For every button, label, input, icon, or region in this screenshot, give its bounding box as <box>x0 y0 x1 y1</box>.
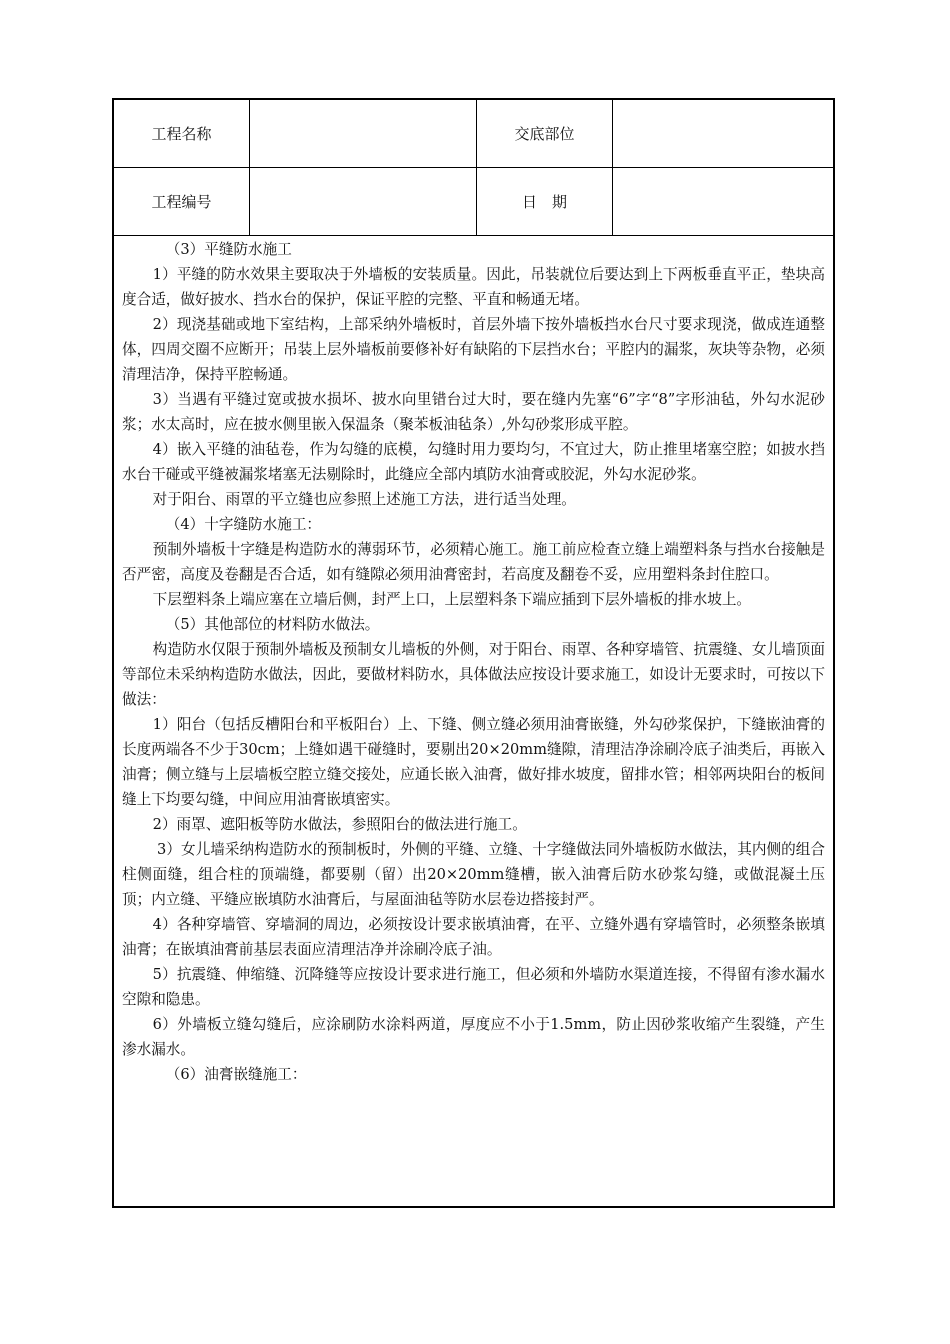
header-row-2 <box>114 168 833 236</box>
disclosure-form <box>112 98 835 1208</box>
section-heading: （4）十字缝防水施工： <box>165 516 322 533</box>
paragraph: 4）各种穿墙管、穿墙洞的周边，必须按设计要求嵌填油膏，在平、立缝外遇有穿墙管时，必须整条嵌填油膏；在嵌填油膏前基层表面应清理洁净并涂刷冷底子油。 <box>122 916 825 958</box>
paragraph: 下层塑料条上端应塞在立墙后侧，封严上口，上层塑料条下端应插到下层外墙板的排水坡上。 <box>152 591 752 608</box>
paragraph: 2）雨罩、遮阳板等防水做法，参照阳台的做法进行施工。 <box>152 816 527 833</box>
project-no-label: 工程编号 <box>114 168 250 235</box>
paragraph: 对于阳台、雨罩的平立缝也应参照上述施工方法，进行适当处理。 <box>152 491 576 508</box>
project-no-value <box>250 168 477 235</box>
paragraph: 4）嵌入平缝的油毡卷，作为勾缝的底模，勾缝时用力要均匀，不宜过大，防止推里堵塞空腔；如披水挡水台干碰或平缝被漏浆堵塞无法剔除时，此缝应全部内填防水油膏或胶泥，外勾水泥砂浆。 <box>122 441 825 483</box>
disclosure-content <box>122 237 825 1087</box>
paragraph: 构造防水仅限于预制外墙板及预制女儿墙板的外侧，对于阳台、雨罩、各种穿墙管、抗震缝、女儿墙顶面等部位未采纳构造防水做法，因此，要做材料防水，具体做法应按设计要求施工，如设计无要求时，可按以下做法： <box>122 641 825 708</box>
position-value <box>613 100 833 167</box>
paragraph: 3）女儿墙采纳构造防水的预制板时，外侧的平缝、立缝、十字缝做法同外墙板防水做法，其内侧的组合柱侧面缝，组合柱的顶端缝，都要剔（留）出20×20mm缝槽，嵌入油膏后防水砂浆勾缝，或做混凝土压顶；内立缝、平缝应嵌填防水油膏后，与屋面油毡等防水层卷边搭接封严。 <box>122 841 825 908</box>
section-heading: （5）其他部位的材料防水做法。 <box>165 616 380 633</box>
paragraph: 3）当遇有平缝过宽或披水损坏、披水向里错台过大时，要在缝内先塞“6”字“8”字形油毡，外勾水泥砂浆；水太高时，应在披水侧里嵌入保温条（聚苯板油毡条）,外勾砂浆形成平腔。 <box>122 391 825 433</box>
section-heading: （6）油膏嵌缝施工： <box>165 1066 307 1083</box>
date-value <box>613 168 833 235</box>
paragraph: 6）外墙板立缝勾缝后，应涂刷防水涂料两道，厚度应不小于1.5mm，防止因砂浆收缩产生裂缝，产生渗水漏水。 <box>122 1016 825 1058</box>
paragraph: 5）抗震缝、伸缩缝、沉降缝等应按设计要求进行施工，但必须和外墙防水渠道连接，不得留有渗水漏水空隙和隐患。 <box>122 966 825 1008</box>
project-name-value <box>250 100 477 167</box>
paragraph: 预制外墙板十字缝是构造防水的薄弱环节，必须精心施工。施工前应检查立缝上端塑料条与挡水台接触是否严密，高度及卷翻是否合适，如有缝隙必须用油膏密封，若高度及翻卷不妥，应用塑料条封住腔口。 <box>122 541 825 583</box>
project-name-label: 工程名称 <box>114 100 250 167</box>
paragraph: 1）平缝的防水效果主要取决于外墙板的安装质量。因此，吊装就位后要达到上下两板垂直平正，垫块高度合适，做好披水、挡水台的保护，保证平腔的完整、平直和畅通无堵。 <box>122 266 825 308</box>
paragraph: 1）阳台（包括反槽阳台和平板阳台）上、下缝、侧立缝必须用油膏嵌缝，外勾砂浆保护，下缝嵌油膏的长度两端各不少于30cm；上缝如遇干碰缝时，要剔出20×20mm缝隙，清理洁净涂刷冷底子油类后，再嵌入油膏；侧立缝与上层墙板空腔立缝交接处，应通长嵌入油膏，做好排水坡度，留排水管；相邻两块阳台的板间缝上下均要勾缝，中间应用油膏嵌填密实。 <box>122 716 825 808</box>
paragraph: 2）现浇基础或地下室结构，上部采纳外墙板时，首层外墙下按外墙板挡水台尺寸要求现浇，做成连通整体，四周交圈不应断开；吊装上层外墙板前要修补好有缺陷的下层挡水台；平腔内的漏浆，灰块等杂物，必须清理洁净，保持平腔畅通。 <box>122 316 825 383</box>
date-label: 日 期 <box>477 168 613 235</box>
position-label: 交底部位 <box>477 100 613 167</box>
section-heading: （3）平缝防水施工 <box>165 241 292 258</box>
header-row-1 <box>114 100 833 168</box>
